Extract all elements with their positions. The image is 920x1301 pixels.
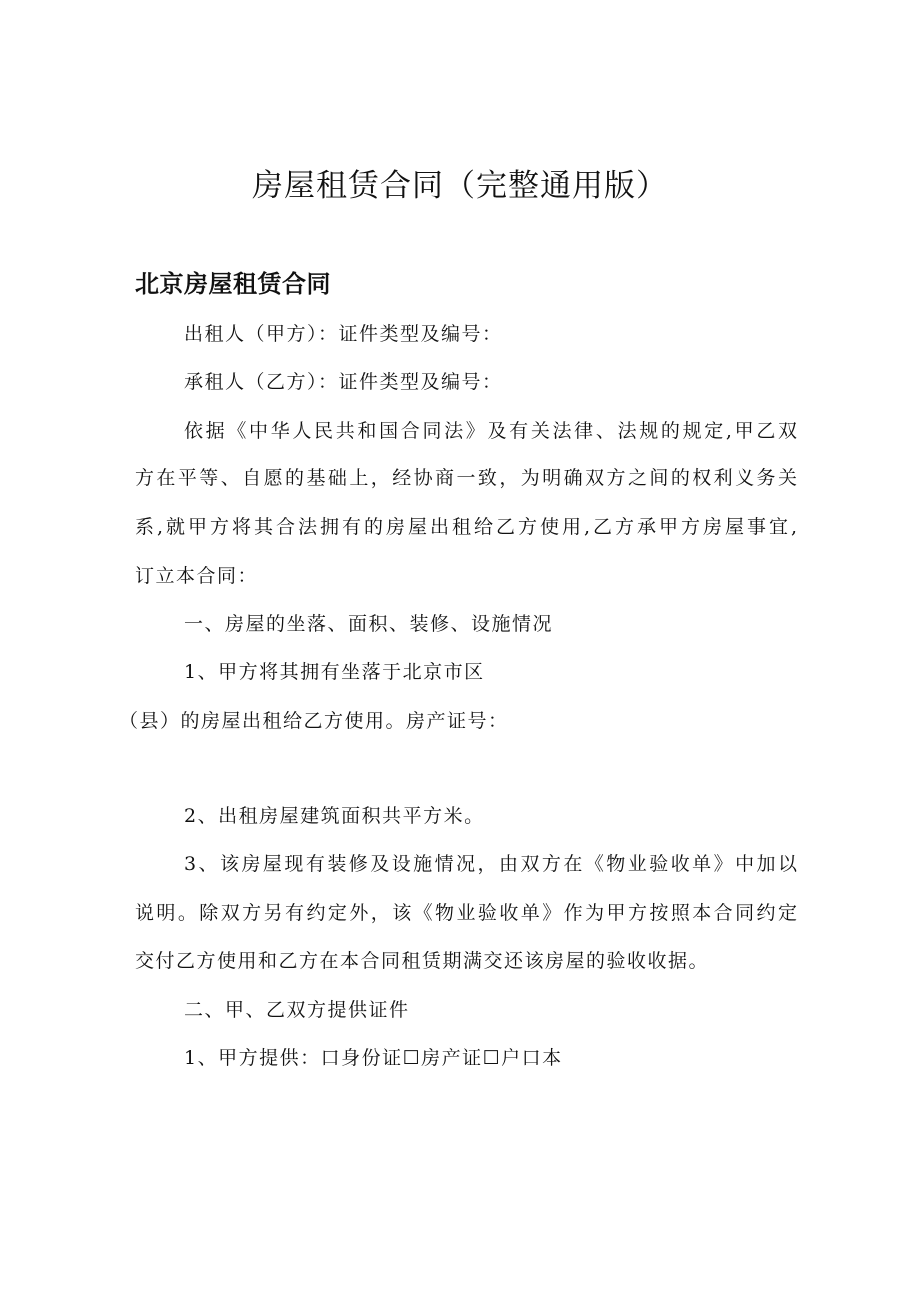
clause-1-item-1-line-2: （县）的房屋出租给乙方使用。房产证号： <box>119 710 509 732</box>
clause-1-item-2: 2、出租房屋建筑面积共平方米。 <box>184 805 485 827</box>
clause-1-item-3-line-3: 交付乙方使用和乙方在本合同租赁期满交还该房屋的验收收据。 <box>135 950 710 972</box>
clause-1-item-3-line-1: 3、该房屋现有装修及设施情况，由双方在《物业验收单》中加以 <box>184 853 797 875</box>
lessor-line: 出租人（甲方）：证件类型及编号： <box>184 323 503 345</box>
section-heading: 北京房屋租赁合同 <box>135 270 331 298</box>
basis-paragraph-line-3: 系,就甲方将其合法拥有的房屋出租给乙方使用,乙方承甲方房屋事宜, <box>135 516 797 538</box>
basis-paragraph-line-2: 方在平等、自愿的基础上，经协商一致，为明确双方之间的权利义务关 <box>135 467 797 489</box>
basis-paragraph-line-4: 订立本合同： <box>135 565 259 587</box>
document-title: 房屋租赁合同（完整通用版） <box>252 168 668 204</box>
clause-1-item-1-line-1: 1、甲方将其拥有坐落于北京市区 <box>184 661 485 683</box>
basis-paragraph-line-1: 依据《中华人民共和国合同法》及有关法律、法规的规定,甲乙双 <box>184 420 797 442</box>
lessee-line: 承租人（乙方）：证件类型及编号： <box>184 371 503 393</box>
clause-1-item-3-line-2: 说明。除双方另有约定外，该《物业验收单》作为甲方按照本合同约定 <box>135 902 797 924</box>
clause-2-heading: 二、甲、乙双方提供证件 <box>184 999 410 1021</box>
clause-2-item-1: 1、甲方提供：口身份证☐房产证☐户口本 <box>184 1047 563 1069</box>
clause-1-heading: 一、房屋的坐落、面积、装修、设施情况 <box>184 613 554 635</box>
